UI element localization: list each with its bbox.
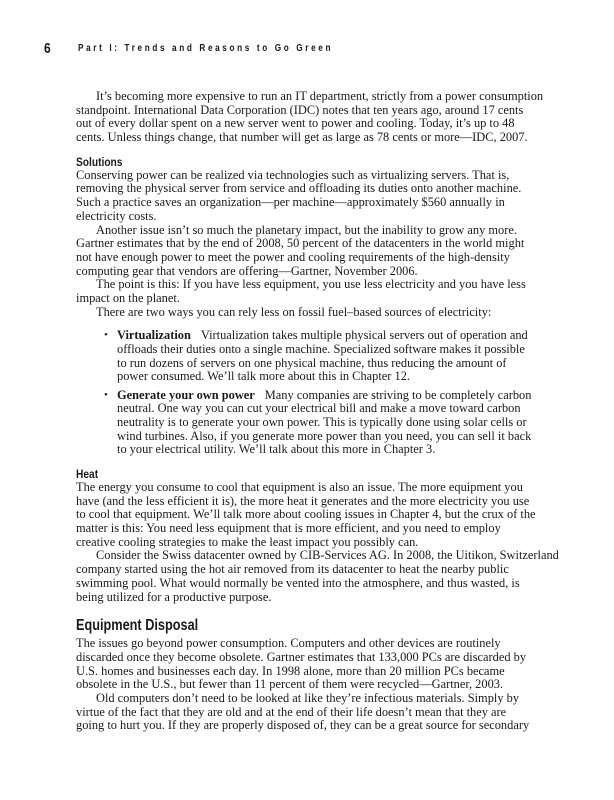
page-number: 6 bbox=[44, 40, 51, 57]
text-line: offloads their duties onto a single machine. Specialized software makes it possible bbox=[117, 342, 525, 356]
bullet-list bbox=[76, 329, 556, 457]
text-line: out of every dollar spent on a new server went to power and cooling. Today, it’s up to 48 bbox=[76, 116, 515, 131]
text-line: power consumed. We’ll talk more about this in Chapter 12. bbox=[117, 369, 410, 384]
text-line: It’s becoming more expensive to run an IT department, strictly from a power consumption bbox=[96, 89, 544, 103]
text-line: to your electrical utility. We’ll talk about this more in Chapter 3. bbox=[117, 442, 436, 457]
text-line: Consider the Swiss datacenter owned by CIB-Services AG. In 2008, the Uitikon, Switzerland bbox=[96, 548, 559, 563]
section-heading-equipment-disposal: Equipment Disposal bbox=[76, 617, 199, 635]
solutions-paragraphs bbox=[76, 169, 556, 320]
paragraph bbox=[76, 169, 556, 224]
bullet-icon: • bbox=[104, 329, 108, 342]
text-line: swimming pool. What would normally be vented into the atmosphere, and thus wasted, is bbox=[76, 575, 520, 590]
text-line: cents. Unless things change, that number will get as large as 78 cents or more—IDC, 2007. bbox=[76, 130, 528, 145]
text-line: The energy you consume to cool that equipment is also an issue. The more equipment you bbox=[76, 480, 523, 494]
text-line: neutral. One way you can cut your electrical bill and make a move toward carbon bbox=[117, 401, 521, 416]
paragraph bbox=[76, 481, 556, 549]
bullet-item bbox=[104, 328, 556, 384]
text-line: creative cooling strategies to make the least impact you possibly can. bbox=[76, 534, 419, 549]
text-line: Conserving power can be realized via technologies such as virtualizing servers. That is, bbox=[76, 167, 510, 182]
text-line: not have enough power to meet the power and cooling requirements of the high-density bbox=[76, 249, 510, 264]
text-line bbox=[117, 329, 556, 343]
text-line: neutrality is to generate your own power. This is typically done using solar cells or bbox=[117, 414, 527, 429]
text-line: company started using the hot air removed from its datacenter to heat the nearby public bbox=[76, 562, 509, 577]
text-line bbox=[117, 389, 556, 403]
text-line: The point is this: If you have less equipment, you use less electricity and you have less bbox=[96, 277, 526, 292]
section-heading-heat: Heat bbox=[76, 467, 99, 481]
text-line: computing gear that vendors are offering—Gartner, November 2006. bbox=[76, 263, 418, 278]
text-line: The issues go beyond power consumption. Computers and other devices are routinely bbox=[76, 636, 501, 651]
running-title: Part I: Trends and Reasons to Go Green bbox=[78, 43, 334, 54]
text-line: wind turbines. Also, if you generate more power than you need, you can sell it back bbox=[117, 428, 532, 443]
bullet-item bbox=[104, 387, 556, 457]
bullet-text: Virtualization takes multiple physical servers out of operation and bbox=[200, 328, 528, 343]
text-line: virtue of the fact that they are old and at the end of their life doesn’t mean that they are bbox=[76, 704, 507, 719]
bullet-icon: • bbox=[104, 388, 108, 401]
text-line: to run dozens of servers on one physical machine, thus reducing the amount of bbox=[117, 355, 507, 370]
text-line: standpoint. International Data Corporation (IDC) notes that ten years ago, around 17 cents bbox=[76, 102, 524, 117]
text-line: going to hurt you. If they are properly disposed of, they can be a great source for secondary bbox=[76, 718, 530, 733]
text-line: discarded once they become obsolete. Gartner estimates that 133,000 PCs are discarded by bbox=[76, 649, 527, 664]
text-line: to cool that equipment. We’ll talk more about cooling issues in Chapter 4, but the crux of the bbox=[76, 507, 536, 522]
paragraph bbox=[76, 637, 556, 692]
text-line: obsolete in the U.S., but fewer than 11 percent of them were recycled—Gartner, 2003. bbox=[76, 677, 504, 692]
section-heading-solutions: Solutions bbox=[76, 154, 123, 169]
intro-paragraph bbox=[76, 90, 556, 145]
bullet-text: Many companies are striving to be completely carbon bbox=[264, 387, 532, 402]
text-line: Old computers don’t need to be looked at like they’re infectious materials. Simply by bbox=[96, 690, 520, 705]
text-line: Another issue isn’t so much the planetary impact, but the inability to grow any more. bbox=[96, 222, 517, 237]
text-line: matter is this: You need less equipment that is more efficient, and you need to employ bbox=[76, 521, 501, 536]
paragraph bbox=[76, 306, 556, 320]
bullet-term: Generate your own power bbox=[117, 387, 255, 402]
paragraph bbox=[76, 548, 559, 604]
paragraph bbox=[76, 224, 556, 279]
paragraph bbox=[76, 692, 556, 733]
text-line: electricity costs. bbox=[76, 208, 157, 223]
text-line: Gartner estimates that by the end of 2008, 50 percent of the datacenters in the world might bbox=[76, 236, 525, 251]
disposal-paragraphs bbox=[76, 637, 556, 733]
text-line: being utilized for a productive purpose. bbox=[76, 589, 272, 604]
text-line: have (and the less efficient it is), the more heat it generates and the more electricity you use bbox=[76, 493, 530, 508]
text-line: There are two ways you can rely less on fossil fuel–based sources of electricity: bbox=[96, 304, 492, 319]
text-line: removing the physical server from service and offloading its duties onto another machine. bbox=[76, 181, 522, 196]
text-line: impact on the planet. bbox=[76, 290, 180, 305]
text-line: Such a practice saves an organization—per machine—approximately $560 annually in bbox=[76, 195, 505, 210]
paragraph bbox=[76, 278, 556, 305]
bullet-term: Virtualization bbox=[117, 328, 191, 343]
heat-paragraphs bbox=[76, 480, 559, 604]
page-body bbox=[76, 89, 559, 733]
text-line: U.S. homes and businesses each day. In 1998 alone, more than 20 million PCs became bbox=[76, 663, 505, 678]
